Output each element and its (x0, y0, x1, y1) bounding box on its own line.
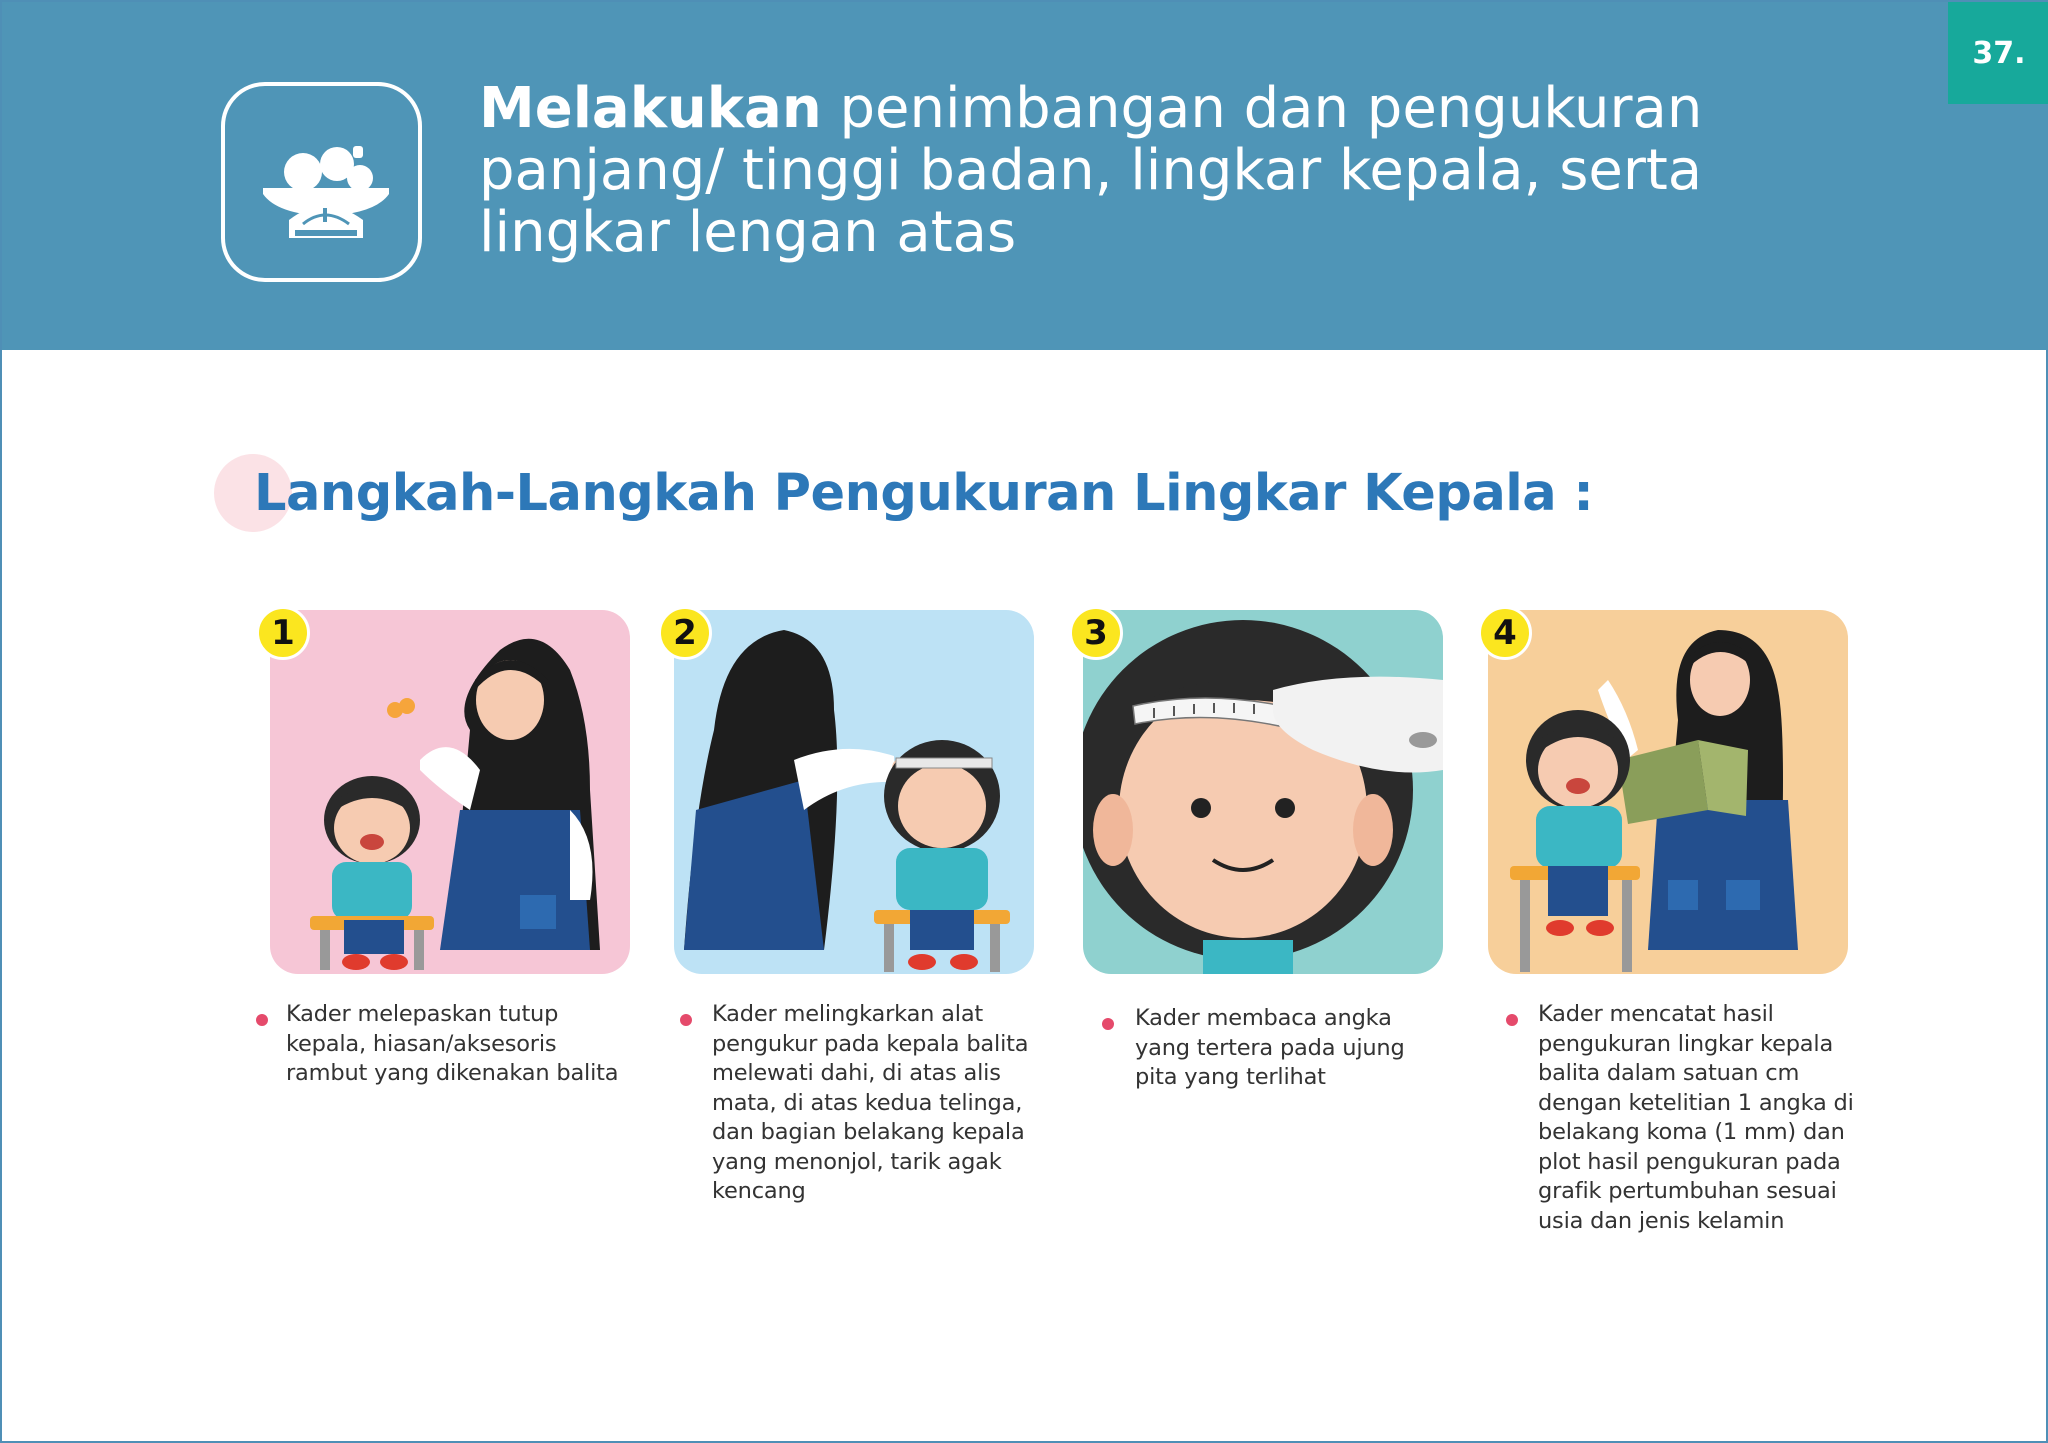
page-title-rest: penimbangan dan pengukuran panjang/ tinggi badan, lingkar kepala, serta lingkar lengan atas (479, 76, 1703, 265)
header-banner (2, 2, 2048, 350)
step-2-description: Kader melingkarkan alat pengukur pada kepala balita melewati dahi, di atas alis mata, di atas kedua telinga, dan bagian belakang kepala yang menonjol, tarik agak kencang (712, 1001, 1029, 1204)
step-3-description: Kader membaca angka yang tertera pada ujung pita yang terlihat (1135, 1005, 1405, 1090)
step-3-bullet (1102, 1018, 1114, 1030)
step-1-description: Kader melepaskan tutup kepala, hiasan/aksesoris rambut yang dikenakan balita (286, 1001, 619, 1086)
page-title (479, 78, 1739, 264)
weighing-scale-icon (221, 82, 422, 282)
step-1-illustration (270, 610, 630, 974)
step-2-bullet (680, 1014, 692, 1026)
step-2-illustration (674, 610, 1034, 974)
step-3-illustration (1083, 610, 1443, 974)
page-title-bold: Melakukan (479, 76, 822, 141)
page-number-badge: 37. (1948, 2, 2048, 104)
step-1-bullet (256, 1014, 268, 1026)
step-3-number: 3 (1069, 606, 1123, 660)
step-2-number: 2 (658, 606, 712, 660)
section-title: Langkah-Langkah Pengukuran Lingkar Kepala : (254, 464, 1594, 523)
step-1-number: 1 (256, 606, 310, 660)
step-4-illustration (1488, 610, 1848, 974)
step-4-bullet (1506, 1014, 1518, 1026)
step-4-description: Kader mencatat hasil pengukuran lingkar kepala balita dalam satuan cm dengan ketelitian 1 angka di belakang koma (1 mm) dan plot hasil pengukuran pada grafik pertumbuhan sesuai usia dan jenis kelamin (1538, 1001, 1854, 1234)
step-4-number: 4 (1478, 606, 1532, 660)
